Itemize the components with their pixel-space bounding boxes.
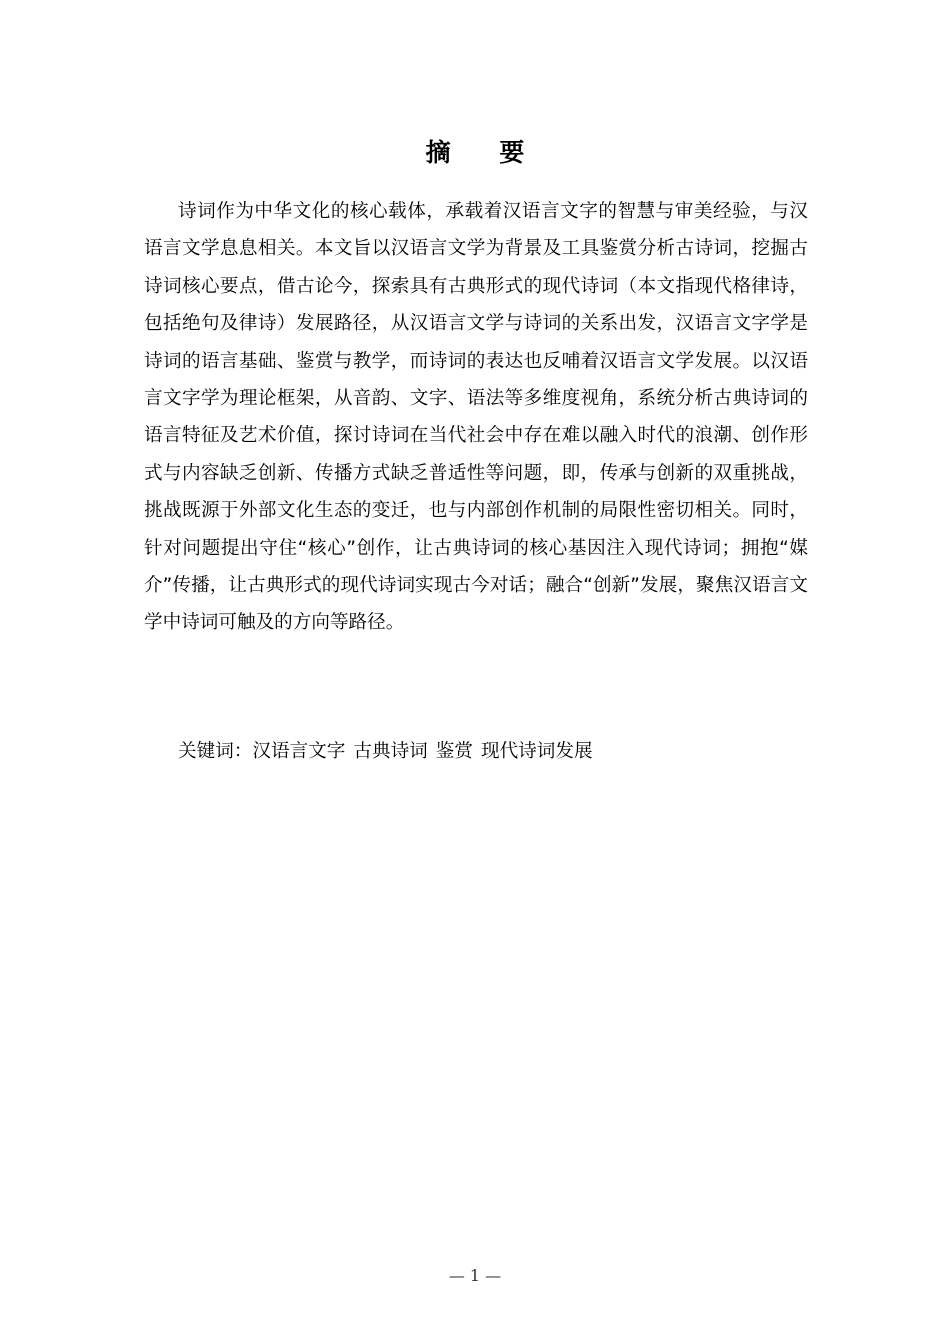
keyword-item: 现代诗词发展 — [480, 741, 593, 762]
abstract-paragraph: 诗词作为中华文化的核心载体，承载着汉语言文字的智慧与审美经验，与汉语言文学息息相关。本文旨以汉语言文学为背景及工具鉴赏分析古诗词，挖掘古诗词核心要点，借古论今，探索具有古典形式的现代诗词（本文指现代格律诗，包括绝句及律诗）发展路径，从汉语言文学与诗词的关系出发，汉语言文字学是诗词的语言基础、鉴赏与教学，而诗词的表达也反哺着汉语言文学发展。以汉语言文字学为理论框架，从音韵、文字、语法等多维度视角，系统分析古典诗词的语言特征及艺术价值，探讨诗词在当代社会中存在难以融入时代的浪潮、创作形式与内容缺乏创新、传播方式缺乏普适性等问题，即，传承与创新的双重挑战，挑战既源于外部文化生态的变迁，也与内部创作机制的局限性密切相关。同时，针对问题提出守住“核心”创作，让古典诗词的核心基因注入现代诗词；拥抱“媒介”传播，让古典形式的现代诗词实现古今对话；融合“创新”发展，聚焦汉语言文学中诗词可触及的方向等路径。 — [144, 201, 808, 634]
page-number: — 1 — — [448, 1266, 502, 1285]
keyword-item: 汉语言文字 — [252, 741, 346, 762]
abstract-title: 摘 要 — [425, 138, 545, 167]
keywords-line — [178, 733, 601, 770]
keywords-label: 关键词： — [178, 741, 253, 762]
keyword-item: 古典诗词 — [353, 741, 428, 762]
keyword-item: 鉴赏 — [435, 741, 473, 762]
